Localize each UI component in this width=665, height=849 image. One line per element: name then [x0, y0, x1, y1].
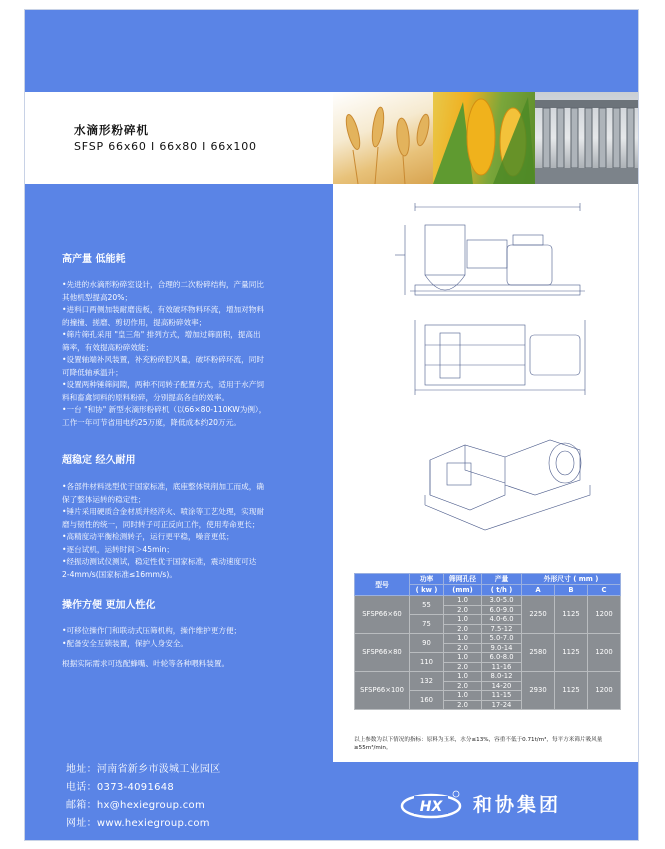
cell-dim-a: 2250 [522, 596, 555, 634]
contact-phone: 电话：0373-4091648 [66, 782, 175, 793]
bullet-line: 料和畜禽饲料的原料粉碎，分别提高各自的效率。 [62, 392, 230, 402]
cell-output: 6.0-9.0 [482, 605, 522, 615]
col-header-c: C [588, 585, 621, 596]
wheat-photo [333, 92, 433, 184]
cell-model: SFSP66×60 [355, 596, 410, 634]
bullet-line: •高精度动平衡检测转子，运行更平稳，噪音更低； [62, 532, 234, 541]
bullet-line: •筛片筛孔采用 "皇三角" 排列方式，增加过筛面积，提高出 [62, 330, 261, 339]
cell-output: 11-16 [482, 662, 522, 672]
bullet-line: 的撞撞、搓磨、剪切作用，提高粉碎效率； [62, 317, 207, 327]
table-row [355, 672, 621, 682]
title-panel [25, 92, 333, 184]
cell-power: 75 [410, 615, 444, 634]
cell-sieve: 1.0 [444, 596, 482, 606]
cell-sieve: 2.0 [444, 624, 482, 634]
cell-sieve: 2.0 [444, 700, 482, 710]
cell-power: 160 [410, 691, 444, 710]
bullet-line: •进料口两侧加装耐磨齿板，有效破坏物料环流，增加对物料 [62, 305, 264, 314]
col-header-power-unit: ( kw ) [410, 585, 444, 596]
cell-dim-c: 1200 [588, 672, 621, 710]
product-models: SFSP 66x60 I 66x80 I 66x100 [74, 140, 257, 153]
bullet-line: •各部件材料选型优于国家标准，底座整体铣削加工而成，确 [62, 482, 264, 491]
cell-power: 110 [410, 653, 444, 672]
cell-sieve: 2.0 [444, 643, 482, 653]
col-header-power: 功率 [410, 574, 444, 585]
bullet-line: 根据实际需求可选配蜂嘴、叶轮等各种喂料装置。 [62, 659, 230, 668]
col-header-a: A [522, 585, 555, 596]
cell-power: 90 [410, 634, 444, 653]
section-1-bullets [62, 279, 312, 429]
cell-output: 8.0-12 [482, 672, 522, 682]
cell-power: 55 [410, 596, 444, 615]
bullet-line: 筛率，有效提高粉碎效能； [62, 342, 154, 352]
bullet-line: •逐台试机，运转时间＞45min； [62, 544, 174, 554]
cell-output: 14-20 [482, 681, 522, 691]
bullet-line: 保了整体运转的稳定性； [62, 494, 146, 504]
cell-model: SFSP66×80 [355, 634, 410, 672]
bullet-line: •先进的水滴形粉碎室设计，合理的二次粉碎结构，产量同比 [62, 280, 264, 289]
table-row [355, 596, 621, 606]
features-panel [25, 184, 333, 762]
cell-dim-b: 1125 [555, 596, 588, 634]
cell-output: 4.0-6.0 [482, 615, 522, 625]
cell-model: SFSP66×100 [355, 672, 410, 710]
table-header-row [355, 574, 621, 585]
cell-power: 132 [410, 672, 444, 691]
bullet-line: 可降低轴承温升； [62, 367, 123, 377]
col-header-sieve-unit: (mm) [444, 585, 482, 596]
contact-website[interactable]: 网址：www.hexiegroup.com [66, 818, 210, 829]
section-3-bullets [62, 625, 312, 671]
cell-output: 11-15 [482, 691, 522, 701]
cell-output: 5.0-7.0 [482, 634, 522, 644]
bullet-line: •设置两种锤筛间隙，两种不同转子配置方式，适用于水产饲 [62, 380, 264, 389]
cell-sieve: 2.0 [444, 681, 482, 691]
cell-dim-c: 1200 [588, 596, 621, 634]
cell-dim-b: 1125 [555, 634, 588, 672]
cell-sieve: 2.0 [444, 662, 482, 672]
cell-dim-b: 1125 [555, 672, 588, 710]
product-title: 水滴形粉碎机 [74, 123, 149, 137]
machine-technical-drawing [355, 195, 620, 565]
col-header-b: B [555, 585, 588, 596]
cell-sieve: 1.0 [444, 634, 482, 644]
contact-address: 地址：河南省新乡市汲城工业园区 [66, 764, 221, 775]
cell-dim-c: 1200 [588, 634, 621, 672]
bullet-line: •设置轴端补风装置，补充粉碎腔风量，破坏粉碎环流，同时 [62, 355, 264, 364]
bullet-line: 其他机型提高20%； [62, 292, 133, 302]
bullet-line: •锤片采用硬质合金材质并经淬火、喷涂等工艺处理，实现耐 [62, 507, 264, 516]
brand-name: 和协集团 [473, 794, 562, 816]
cell-output: 7.5-12 [482, 624, 522, 634]
section-heading-3: 操作方便 更加人性化 [62, 600, 156, 611]
cell-dim-a: 2580 [522, 634, 555, 672]
table-row [355, 634, 621, 644]
corn-photo [433, 92, 535, 184]
svg-text:HX: HX [419, 799, 443, 815]
bullet-line: 工作一年可节省用电约25万度，降低成本约20万元。 [62, 417, 241, 427]
section-heading-1: 高产量 低能耗 [62, 254, 126, 265]
cell-sieve: 1.0 [444, 672, 482, 682]
contact-email[interactable]: 邮箱：hx@hexiegroup.com [66, 800, 205, 811]
spec-table [354, 573, 621, 710]
cell-sieve: 1.0 [444, 653, 482, 663]
bullet-line [62, 650, 312, 658]
bullet-line: •经振动测试仪测试，稳定性优于国家标准，震动速度可达 [62, 557, 257, 566]
top-banner [25, 10, 638, 92]
col-header-dims: 外形尺寸 ( mm ) [522, 574, 621, 585]
bullet-line: 2-4mm/s(国家标准≤16mm/s)。 [62, 569, 177, 579]
cell-dim-a: 2930 [522, 672, 555, 710]
bullet-line: 磨与韧性的统一，同时转子可正反向工作，使用寿命更长； [62, 519, 260, 529]
cell-sieve: 1.0 [444, 615, 482, 625]
cell-output: 3.0-5.0 [482, 596, 522, 606]
hexie-logo-icon [400, 788, 462, 820]
cell-output: 17-24 [482, 700, 522, 710]
table-footnote: 以上参数为以下情况的指标：原料为玉米，水分≤13%，容重不低于0.71t/m³，每平方米筛片吸风量≥55m³/min。 [354, 737, 603, 751]
cell-output: 6.0-8.0 [482, 653, 522, 663]
col-header-output: 产量 [482, 574, 522, 585]
col-header-model: 型号 [355, 574, 410, 596]
section-2-bullets [62, 481, 312, 581]
bullet-line: •配备安全互锁装置，保护人身安全。 [62, 638, 188, 648]
col-header-sieve: 筛网孔径 [444, 574, 482, 585]
cell-output: 9.0-14 [482, 643, 522, 653]
cell-sieve: 1.0 [444, 691, 482, 701]
bullet-line: •可移位操作门和联动式压筛机构，操作维护更方便； [62, 626, 242, 635]
col-header-output-unit: ( t/h ) [482, 585, 522, 596]
hammer-rotor-photo [535, 92, 638, 184]
section-heading-2: 超稳定 经久耐用 [62, 455, 136, 466]
bullet-line: •一台 "和协" 新型水滴形粉碎机（以66×80-110KW为例）， [62, 405, 267, 414]
cell-sieve: 2.0 [444, 605, 482, 615]
